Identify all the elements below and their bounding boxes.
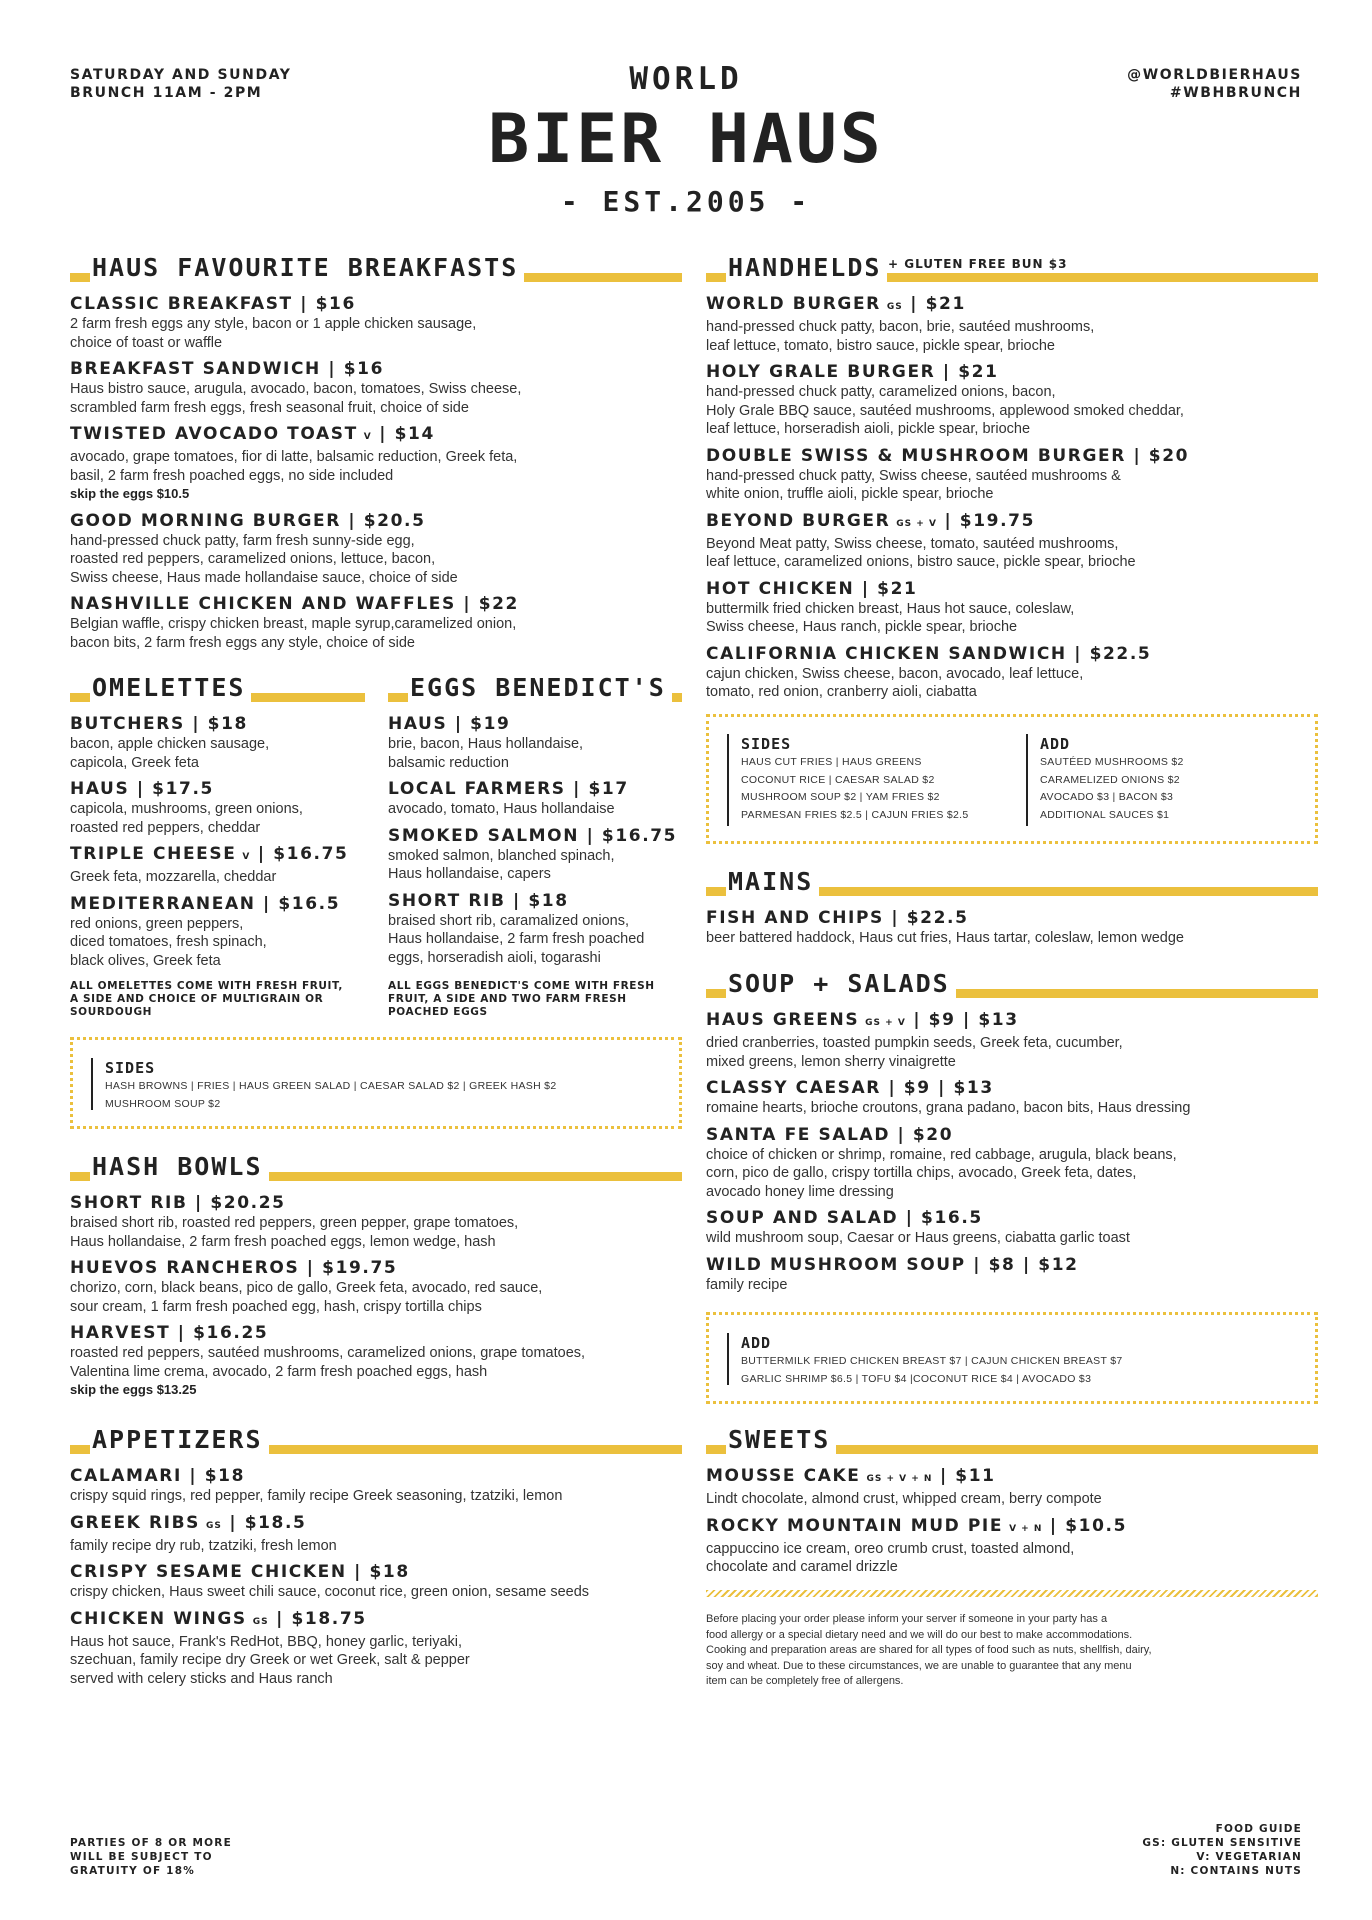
item-title: BUTCHERS | $18 [70,714,248,734]
menu-item-name [70,1608,682,1633]
add-line: ADDITIONAL SAUCES $1 [1040,808,1170,821]
menu-item-name [706,510,1318,535]
dietary-tag: GS + V [896,518,937,529]
menu-item [70,510,682,588]
section-title: EGGS BENEDICT'S [408,673,672,703]
item-title: LOCAL FARMERS | $17 [388,779,629,799]
item-price: | $19.75 [936,510,1036,531]
section-mains [706,862,1318,896]
item-description: sour cream, 1 farm fresh poached egg, hash, crispy tortilla chips [70,1298,482,1315]
item-title: HOLY GRALE BURGER | $21 [706,362,999,382]
section-title: HANDHELDS [726,253,887,283]
item-title: WORLD BURGER [706,294,881,314]
dietary-tag: V [363,432,372,442]
menu-item-name [706,1515,1318,1540]
item-description: roasted red peppers, cheddar [70,819,261,836]
item-description: leaf lettuce, horseradish aioli, pickle spear, brioche [706,421,1031,437]
add-column [727,1333,1305,1385]
menu-item [706,293,1318,355]
item-description: avocado honey lime dressing [706,1183,894,1200]
benedicts-list [388,713,682,973]
item-title: HAUS | $17.5 [70,779,214,799]
item-description: corn, pico de gallo, crispy tortilla chips, avocado, Greek feta, dates, [706,1165,1137,1181]
menu-item-name [388,713,682,735]
dietary-tag: GS [886,302,903,312]
item-description: family recipe dry rub, tzatziki, fresh lemon [70,1537,337,1554]
sides-line: MUSHROOM SOUP $2 | YAM FRIES $2 [741,791,940,803]
food-guide-title: FOOD GUIDE [1215,1823,1302,1835]
menu-item [388,825,682,884]
item-description: mixed greens, lemon sherry vinaigrette [706,1053,956,1070]
menu-item [706,1465,1318,1509]
omelettes-footnote: ALL OMELETTES COME WITH FRESH FRUIT, A SIDE AND CHOICE OF MULTIGRAIN OR SOURDOUGH [70,980,343,1018]
item-title: CLASSIC BREAKFAST | $16 [70,294,356,314]
item-description: choice of chicken or shrimp, romaine, red cabbage, arugula, black beans, [706,1146,1177,1163]
benedicts-footnote: ALL EGGS BENEDICT'S COME WITH FRESH FRUIT, A SIDE AND TWO FARM FRESH POACHED EGGS [388,980,655,1018]
hours-line: SATURDAY AND SUNDAY [70,67,292,83]
item-title: MEDITERRANEAN | $16.5 [70,893,341,914]
divider-hatch [706,1590,1318,1597]
add-line: AVOCADO $3 | BACON $3 [1040,791,1174,803]
section-title: MAINS [726,867,819,897]
section-omelettes [70,668,365,702]
menu-item-name [706,1077,1318,1099]
add-line: GARLIC SHRIMP $6.5 | TOFU $4 |COCONUT RICE $4 | AVOCADO $3 [741,1372,1092,1385]
item-price: | $18.5 [221,1512,307,1533]
menu-item-name [70,778,365,800]
sides-column [727,734,1007,826]
item-description: bacon, apple chicken sausage, [70,736,270,752]
appetizers-list [70,1465,682,1694]
item-description: Haus hollandaise, capers [388,866,551,882]
menu-item-name [706,643,1318,665]
menu-item-name [70,423,682,448]
food-guide-line: V: VEGETARIAN [1196,1851,1302,1863]
item-title: SOUP AND SALAD | $16.5 [706,1208,983,1228]
item-description: diced tomatoes, fresh spinach, [70,934,267,950]
item-description: braised short rib, roasted red peppers, green pepper, grape tomatoes, [70,1215,519,1231]
menu-item [706,1254,1318,1295]
item-description: bacon bits, 2 farm fresh eggs any style, choice of side [70,634,415,651]
menu-item-name [706,907,1318,929]
menu-item [70,1561,682,1602]
section-title: APPETIZERS [90,1425,269,1455]
menu-item [706,1009,1318,1071]
section-title: SWEETS [726,1425,836,1455]
item-description: avocado, tomato, Haus hollandaise [388,801,615,817]
item-price: | $16.75 [250,844,349,864]
item-description: Haus hollandaise, 2 farm fresh poached [388,931,645,947]
menu-item-name [706,361,1318,383]
gluten-free-note: + GLUTEN FREE BUN $3 [884,257,1067,271]
menu-item-name [70,510,682,532]
item-title: ROCKY MOUNTAIN MUD PIE [706,1515,1004,1536]
menu-item-name [388,778,682,800]
item-title: HUEVOS RANCHEROS | $19.75 [70,1258,398,1278]
menu-item [706,445,1318,504]
item-description: avocado, grape tomatoes, fior di latte, balsamic reduction, Greek feta, [70,449,518,465]
logo-bier-haus: BIER HAUS [488,100,884,179]
menu-item [706,1124,1318,1202]
add-line: BUTTERMILK FRIED CHICKEN BREAST $7 | CAJUN CHICKEN BREAST $7 [741,1355,1123,1367]
item-description: chorizo, corn, black beans, pico de gallo, Greek feta, avocado, red sauce, [70,1280,543,1296]
menu-item [70,1322,682,1400]
food-guide [1142,1822,1302,1878]
add-line: CARAMELIZED ONIONS $2 [1040,773,1180,786]
item-title: HAUS GREENS [706,1010,860,1030]
item-title: SMOKED SALMON | $16.75 [388,825,678,846]
sides-title: SIDES [741,735,792,753]
item-price: | $11 [932,1466,996,1486]
breakfasts-list [70,293,682,658]
item-title: CALAMARI | $18 [70,1466,246,1486]
item-description: balsamic reduction [388,754,509,771]
menu-item [70,293,682,352]
menu-item [388,713,682,772]
menu-item-name [70,593,682,615]
handhelds-list [706,293,1318,708]
menu-item-name [70,1561,682,1583]
menu-item-name [70,293,682,315]
item-description: Swiss cheese, Haus made hollandaise sauce, choice of side [70,569,458,586]
item-price: | $14 [371,424,435,444]
menu-item [706,1077,1318,1118]
item-description: eggs, horseradish aioli, togarashi [388,949,601,966]
item-description: capicola, mushrooms, green onions, [70,801,303,817]
sides-column [91,1058,669,1110]
sides-line: HAUS CUT FRIES | HAUS GREENS [741,756,922,768]
menu-item-name [70,1257,682,1279]
hours-line: BRUNCH 11AM - 2PM [70,85,263,101]
menu-item-name [70,1512,682,1537]
item-description: family recipe [706,1276,788,1293]
menu-item-name [70,843,365,868]
sweets-list [706,1465,1318,1583]
item-description: dried cranberries, toasted pumpkin seeds, Greek feta, cucumber, [706,1035,1123,1051]
item-title: SHORT RIB | $20.25 [70,1193,286,1213]
menu-item [70,1257,682,1316]
item-description: Haus hollandaise, 2 farm fresh poached eggs, lemon wedge, hash [70,1233,496,1250]
item-description: Haus hot sauce, Frank's RedHot, BBQ, honey garlic, teriyaki, [70,1633,463,1650]
item-description: brie, bacon, Haus hollandaise, [388,736,584,752]
menu-item-name [70,893,365,915]
item-title: BEYOND BURGER [706,510,891,531]
logo-world: WORLD [629,61,743,97]
menu-item [70,843,365,887]
menu-item-name [70,1322,682,1344]
menu-item-name [706,1009,1318,1034]
menu-item [70,713,365,772]
menu-item [706,578,1318,637]
item-description: braised short rib, caramalized onions, [388,912,629,929]
menu-item-name [70,1465,682,1487]
section-handhelds [706,248,1318,282]
menu-item-name [388,825,682,847]
menu-item-name [706,1465,1318,1490]
item-description: beer battered haddock, Haus cut fries, Haus tartar, coleslaw, lemon wedge [706,930,1184,946]
menu-item [388,890,682,968]
dietary-tag: V + N [1009,1523,1043,1534]
section-hash-bowls [70,1147,682,1181]
item-description: romaine hearts, brioche croutons, grana padano, bacon bits, Haus dressing [706,1100,1191,1116]
menu-item [70,358,682,417]
social-handle: @WORLDBIERHAUS [1127,67,1302,83]
item-title: MOUSSE CAKE [706,1466,861,1486]
item-description: hand-pressed chuck patty, farm fresh sunny-side egg, [70,532,415,549]
item-title: CHICKEN WINGS [70,1608,247,1629]
breakfast-sides-box [70,1037,682,1129]
menu-item [70,1512,682,1556]
item-description: capicola, Greek feta [70,754,199,771]
hashtag: #WBHBRUNCH [1169,85,1302,101]
dietary-tag: GS + V [865,1018,906,1028]
item-description: smoked salmon, blanched spinach, [388,847,615,864]
section-title: HAUS FAVOURITE BREAKFASTS [90,253,524,283]
item-title: TWISTED AVOCADO TOAST [70,424,358,444]
add-title: ADD [1040,735,1071,753]
menu-item [70,1465,682,1506]
item-description: Swiss cheese, Haus ranch, pickle spear, brioche [706,619,1018,635]
logo [386,60,986,220]
item-description: crispy squid rings, red pepper, family recipe Greek seasoning, tzatziki, lemon [70,1488,563,1504]
menu-item-name [706,445,1318,467]
item-description: roasted red peppers, sautéed mushrooms, caramelized onions, grape tomatoes, [70,1345,586,1361]
sides-title: SIDES [105,1059,156,1077]
section-benedicts [388,668,682,702]
menu-item [706,510,1318,572]
item-description: cajun chicken, Swiss cheese, bacon, avocado, leaf lettuce, [706,665,1084,682]
dietary-tag: GS [252,1616,269,1627]
item-title: CALIFORNIA CHICKEN SANDWICH | $22.5 [706,643,1152,664]
item-title: HAUS | $19 [388,714,511,734]
item-description: Valentina lime crema, avocado, 2 farm fresh poached eggs, hash [70,1363,488,1380]
item-title: GREEK RIBS [70,1512,200,1533]
item-title: FISH AND CHIPS | $22.5 [706,908,969,928]
soup-salads-list [706,1009,1318,1300]
item-title: SHORT RIB | $18 [388,890,569,911]
item-description: white onion, truffle aioli, pickle spear, brioche [706,486,994,502]
item-description: hand-pressed chuck patty, caramelized onions, bacon, [706,384,1056,400]
menu-item-name [706,578,1318,600]
item-description: Greek feta, mozzarella, cheddar [70,869,277,885]
sides-line: PARMESAN FRIES $2.5 | CAJUN FRIES $2.5 [741,808,969,821]
section-sweets [706,1420,1318,1454]
logo-established: - EST.2005 - [560,185,812,218]
menu-item-name [70,713,365,735]
section-title: SOUP + SALADS [726,969,956,999]
item-title: NASHVILLE CHICKEN AND WAFFLES | $22 [70,594,519,614]
item-description: Haus bistro sauce, arugula, avocado, bacon, tomatoes, Swiss cheese, [70,381,522,397]
item-title: CLASSY CAESAR | $9 | $13 [706,1078,994,1098]
item-description: 2 farm fresh eggs any style, bacon or 1 apple chicken sausage, [70,316,477,332]
menu-item-name [706,1124,1318,1146]
item-description: Beyond Meat patty, Swiss cheese, tomato, sautéed mushrooms, [706,535,1119,552]
item-description: basil, 2 farm fresh poached eggs, no side included [70,467,394,484]
item-description: served with celery sticks and Haus ranch [70,1670,333,1687]
add-line: SAUTÉED MUSHROOMS $2 [1040,756,1184,768]
item-title: BREAKFAST SANDWICH | $16 [70,359,385,379]
item-description: Lindt chocolate, almond crust, whipped cream, berry compote [706,1491,1102,1507]
salad-add-box [706,1312,1318,1404]
menu-item [70,1608,682,1689]
section-title: HASH BOWLS [90,1152,269,1182]
sides-line: HASH BROWNS | FRIES | HAUS GREEN SALAD | CAESAR SALAD $2 | GREEK HASH $2 [105,1080,557,1092]
item-description: hand-pressed chuck patty, bacon, brie, sautéed mushrooms, [706,319,1095,335]
item-price: | $18.75 [268,1608,367,1629]
item-description: wild mushroom soup, Caesar or Haus greens, ciabatta garlic toast [706,1230,1130,1246]
section-soup-salads [706,964,1318,998]
item-title: CRISPY SESAME CHICKEN | $18 [70,1562,410,1582]
section-breakfasts [70,248,682,282]
food-guide-line: GS: GLUTEN SENSITIVE [1142,1837,1302,1849]
social-handles [1127,66,1302,102]
menu-item [706,1207,1318,1248]
item-description: leaf lettuce, tomato, bistro sauce, pickle spear, brioche [706,337,1055,354]
menu-item [70,593,682,652]
section-title: OMELETTES [90,673,251,703]
menu-item [706,361,1318,439]
item-price: | $21 [902,294,966,314]
item-title: GOOD MORNING BURGER | $20.5 [70,510,426,531]
menu-item-name [70,358,682,380]
mains-list [706,907,1318,954]
item-description: tomato, red onion, cranberry aioli, ciabatta [706,684,977,700]
dietary-tag: GS + V + N [866,1474,933,1484]
skip-eggs-price: skip the eggs $13.25 [70,1382,197,1397]
menu-item-name [706,1207,1318,1229]
food-guide-line: N: CONTAINS NUTS [1170,1865,1302,1877]
menu-item [70,423,682,504]
skip-eggs-price: skip the eggs $10.5 [70,486,190,501]
menu-item-name [70,1192,682,1214]
add-title: ADD [741,1334,772,1352]
menu-item [706,1515,1318,1577]
item-description: scrambled farm fresh eggs, fresh seasonal fruit, choice of side [70,399,469,416]
item-description: chocolate and caramel drizzle [706,1559,898,1575]
item-title: WILD MUSHROOM SOUP | $8 | $12 [706,1254,1079,1275]
item-title: SANTA FE SALAD | $20 [706,1124,954,1145]
item-description: leaf lettuce, caramelized onions, bistro sauce, pickle spear, brioche [706,554,1136,570]
hours-note [70,66,292,102]
item-description: cappuccino ice cream, oreo crumb crust, toasted almond, [706,1540,1075,1557]
item-price: | $9 | $13 [905,1010,1019,1030]
item-description: choice of toast or waffle [70,334,223,351]
item-description: black olives, Greek feta [70,952,221,969]
item-title: TRIPLE CHEESE [70,844,237,864]
sides-line: COCONUT RICE | CAESAR SALAD $2 [741,773,935,786]
add-column [1026,734,1296,826]
menu-item [706,907,1318,948]
menu-item [70,893,365,971]
allergy-note: Before placing your order please inform your server if someone in your party has a food allergy or a special dietary need and we will do our best to make accommodations. Cooking and preparation areas are shared for all types of food such as nuts, shellfish, dairy, soy and wheat. Due to these circumstances, we are unable to guarantee that any menu item can be completely free of allergens. [706,1613,1152,1687]
menu-item-name [706,1254,1318,1276]
item-description: szechuan, family recipe dry Greek or wet Greek, salt & pepper [70,1652,470,1668]
item-description: buttermilk fried chicken breast, Haus hot sauce, coleslaw, [706,600,1075,617]
item-description: roasted red peppers, caramelized onions, lettuce, bacon, [70,551,436,567]
section-appetizers [70,1420,682,1454]
menu-item [706,643,1318,702]
menu-item-name [706,293,1318,318]
gratuity-note: PARTIES OF 8 OR MORE WILL BE SUBJECT TO GRATUITY OF 18% [70,1837,232,1877]
sides-line: MUSHROOM SOUP $2 [105,1097,221,1110]
item-price: | $10.5 [1042,1515,1128,1536]
item-description: Holy Grale BBQ sauce, sautéed mushrooms, applewood smoked cheddar, [706,402,1184,419]
item-title: HARVEST | $16.25 [70,1323,269,1343]
omelettes-list [70,713,365,976]
menu-item [70,1192,682,1251]
hash-bowls-list [70,1192,682,1406]
menu-item-name [388,890,682,912]
item-description: hand-pressed chuck patty, Swiss cheese, sautéed mushrooms & [706,467,1121,484]
dietary-tag: GS [205,1520,222,1531]
item-description: red onions, green peppers, [70,915,244,932]
dietary-tag: V [242,852,251,862]
menu-item [70,778,365,837]
item-description: Belgian waffle, crispy chicken breast, maple syrup,caramelized onion, [70,616,517,632]
item-title: DOUBLE SWISS & MUSHROOM BURGER | $20 [706,445,1190,466]
item-description: crispy chicken, Haus sweet chili sauce, coconut rice, green onion, sesame seeds [70,1584,590,1600]
item-title: HOT CHICKEN | $21 [706,578,918,599]
handheld-sides-box [706,714,1318,844]
menu-item [388,778,682,819]
